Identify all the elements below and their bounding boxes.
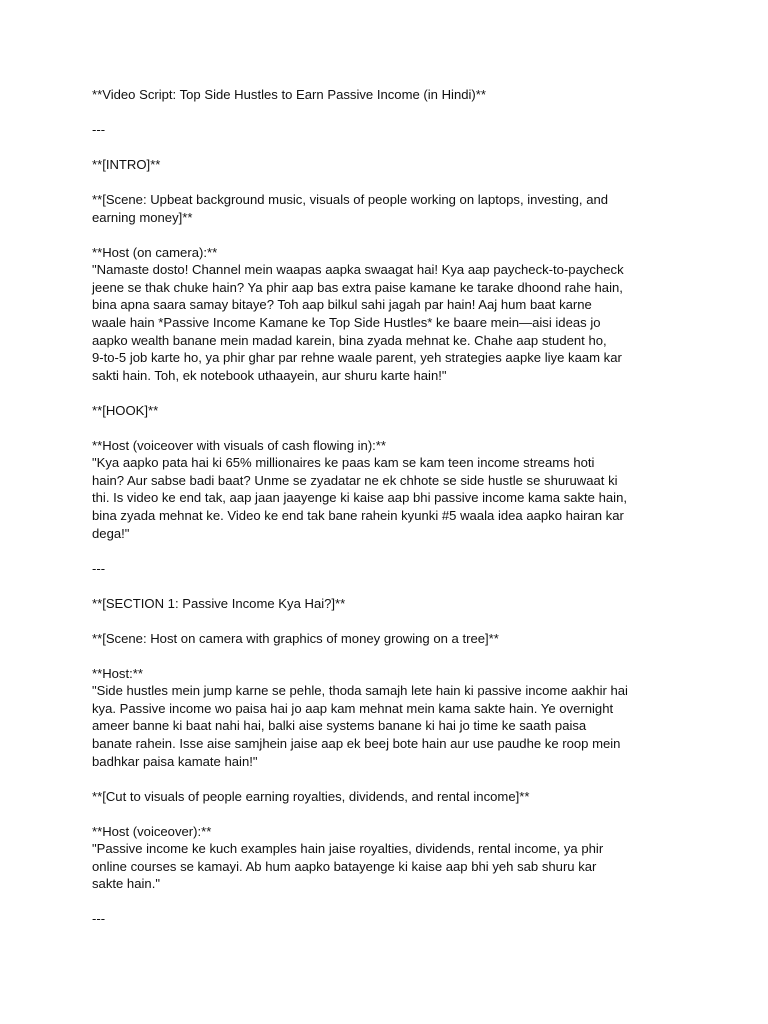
paragraph-hook-heading xyxy=(92,402,684,420)
text-line: **Host (voiceover):** xyxy=(92,823,212,839)
text-line: dega!" xyxy=(92,525,130,541)
text-line: bina apna saara samay bitaye? Toh aap bilkul sahi jagah par hain! Aaj hum baat karne xyxy=(92,297,592,313)
paragraph-section1-heading xyxy=(92,595,684,613)
text-line: jeene se thak chuke hain? Ya phir aap bas extra paise kamane ke tarake dhoond rahe hain, xyxy=(92,279,623,295)
text-line: **[Scene: Host on camera with graphics of money growing on a tree]** xyxy=(92,630,499,646)
paragraph-hook-host xyxy=(92,437,684,543)
text-line: thi. Is video ke end tak, aap jaan jaayenge ki kaise aap bhi passive income kama sakte hain, xyxy=(92,490,627,506)
text-line: banate rahein. Isse aise samjhein jaise aap ek beej bote hain aur use paudhe ke roop mein xyxy=(92,735,621,751)
text-line: earning money]** xyxy=(92,209,193,225)
paragraph-section1-voiceover xyxy=(92,823,684,893)
text-line: **Video Script: Top Side Hustles to Earn Passive Income (in Hindi)** xyxy=(92,87,486,102)
text-line: **Host:** xyxy=(92,665,143,681)
text-line: aapko wealth banane mein madad karein, bina zyada mehnat ke. Chahe aap student ho, xyxy=(92,332,607,348)
text-line: "Kya aapko pata hai ki 65% millionaires ke paas kam se kam teen income streams hoti xyxy=(92,455,595,471)
text-line: 9-to-5 job karte ho, ya phir ghar par rehne waale parent, yeh strategies aapke liye kaam kar xyxy=(92,350,622,366)
text-line: online courses se kamayi. Ab hum aapko batayenge ki kaise aap bhi yeh sab shuru kar xyxy=(92,858,597,874)
text-line: kya. Passive income wo paisa hai jo aap kam mehnat mein kama sakte hain. Ye overnight xyxy=(92,700,614,716)
text-line: --- xyxy=(92,560,106,576)
paragraph-section1-scene xyxy=(92,630,684,648)
paragraph-divider-2 xyxy=(92,560,684,578)
text-line: hain? Aur sabse badi baat? Unme se zyadatar ne ek chhote se side hustle se shuruwaat ki xyxy=(92,472,618,488)
paragraph-divider-1 xyxy=(92,121,684,139)
text-line: waale hain *Passive Income Kamane ke Top Side Hustles* ke baare mein—aisi ideas jo xyxy=(92,314,601,330)
text-line: --- xyxy=(92,121,106,137)
text-line: badhkar paisa kamate hain!" xyxy=(92,753,258,769)
text-line: sakti hain. Toh, ek notebook uthaayein, aur shuru karte hain!" xyxy=(92,367,447,383)
paragraph-intro-scene xyxy=(92,191,684,226)
text-line: bina zyada mehnat ke. Video ke end tak bane rahein kyunki #5 waala idea aapko hairan kar xyxy=(92,508,624,524)
paragraph-intro-heading xyxy=(92,156,684,174)
paragraph-section1-host xyxy=(92,665,684,771)
text-line: **[HOOK]** xyxy=(92,402,159,418)
text-line: "Passive income ke kuch examples hain jaise royalties, dividends, rental income, ya phir xyxy=(92,841,604,857)
text-line: ameer banne ki baat nahi hai, balki aise systems banane ki hai jo time ke saath paisa xyxy=(92,718,587,734)
text-line: **Host (voiceover with visuals of cash flowing in):** xyxy=(92,437,387,453)
paragraph-divider-3 xyxy=(92,910,684,928)
text-line: **[Scene: Upbeat background music, visuals of people working on laptops, investing, and xyxy=(92,191,609,207)
text-line: **[SECTION 1: Passive Income Kya Hai?]** xyxy=(92,595,346,611)
paragraph-title xyxy=(92,86,684,104)
text-line: --- xyxy=(92,911,106,927)
text-line: "Namaste dosto! Channel mein waapas aapka swaagat hai! Kya aap paycheck-to-paycheck xyxy=(92,262,624,278)
text-line: **[INTRO]** xyxy=(92,156,161,172)
text-line: **Host (on camera):** xyxy=(92,244,218,260)
paragraph-intro-host xyxy=(92,244,684,385)
text-line: **[Cut to visuals of people earning royalties, dividends, and rental income]** xyxy=(92,788,530,804)
text-line: sakte hain." xyxy=(92,876,160,892)
text-line: "Side hustles mein jump karne se pehle, thoda samajh lete hain ki passive income aakhir hai xyxy=(92,683,628,699)
paragraph-section1-cut xyxy=(92,788,684,806)
document-body xyxy=(92,86,684,945)
